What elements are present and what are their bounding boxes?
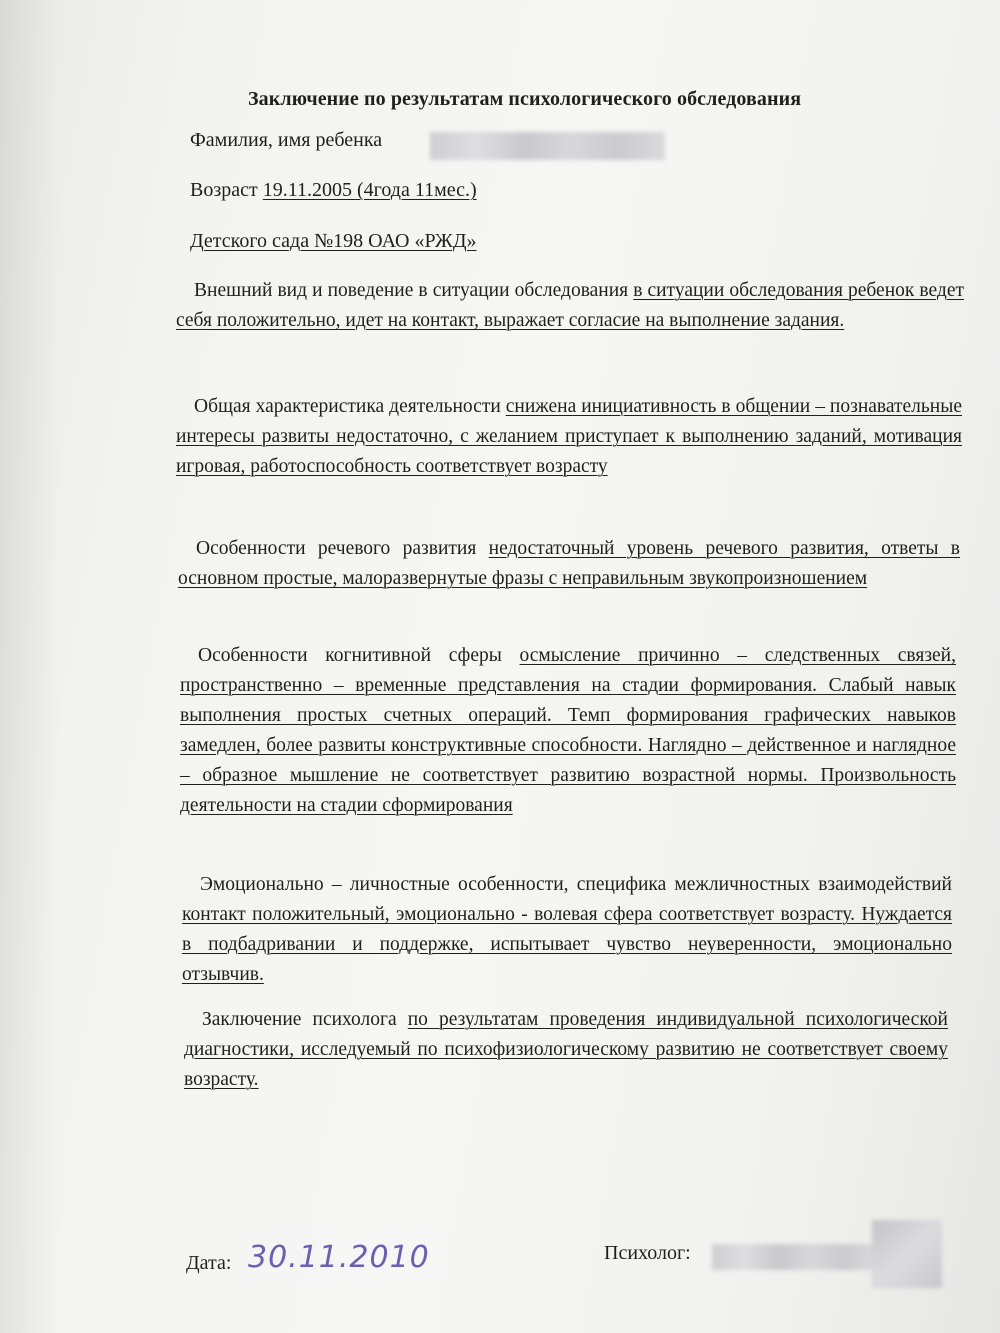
section-text: недостаточный уровень речевого развития, ответы в основном простые, малоразвернутые фразы с неправильным звукопроизношением — [178, 538, 961, 589]
redacted-psychologist-name — [712, 1244, 877, 1270]
section-label: Эмоционально – личностные особенности, специфика межличностных взаимодействий — [200, 874, 952, 895]
redacted-signature — [872, 1220, 942, 1288]
section-text: в ситуации обследования ребенок ведет себя положительно, идет на контакт, выражает согласие на выполнение задания. — [176, 280, 964, 331]
section-label: Внешний вид и поведение в ситуации обследования — [194, 280, 629, 301]
section-appearance — [176, 276, 964, 336]
section-activity — [176, 392, 962, 482]
section-text: осмысление причинно – следственных связей, пространственно – временные представления на стадии формирования. Слабый навык выполнения простых счетных операций. Темп формирования графических навыков замедлен, более развиты конструктивные способности. Наглядно – действенное и наглядное – образное мышление не соответствует развитию возрастной нормы. Произвольность деятельности на стадии сформирования — [180, 645, 956, 816]
age-value: 19.11.2005 (4года 11мес.) — [262, 179, 477, 201]
section-text: по результатам проведения индивидуальной психологической диагностики, исследуемый по психофизиологическому развитию не соответствует своему возрасту. — [184, 1009, 948, 1090]
section-speech — [178, 534, 960, 594]
section-label: Особенности когнитивной сферы — [198, 645, 502, 666]
section-label: Общая характеристика деятельности — [194, 396, 501, 417]
document-title: Заключение по результатам психологического обследования — [248, 88, 802, 110]
psychologist-label: Психолог: — [604, 1242, 691, 1264]
section-emotional — [182, 870, 952, 990]
section-cognitive — [180, 641, 956, 821]
age-label: Возраст — [190, 179, 258, 201]
section-text: контакт положительный, эмоционально - волевая сфера соответствует возрасту. Нуждается в подбадривании и поддержке, испытывает чувство неуверенности, эмоционально отзывчив. — [182, 904, 952, 985]
handwritten-date: 30.11.2010 — [248, 1240, 430, 1275]
section-label: Особенности речевого развития — [196, 538, 477, 559]
child-name-label: Фамилия, имя ребенка — [190, 129, 383, 151]
age-row — [190, 179, 477, 202]
kindergarten-line: Детского сада №198 ОАО «РЖД» — [190, 230, 477, 252]
date-label: Дата: — [186, 1252, 232, 1274]
section-text: снижена инициативность в общении – познавательные интересы развиты недостаточно, с желанием приступает к выполнению заданий, мотивация игровая, работоспособность соответствует возрасту — [176, 396, 962, 477]
section-conclusion — [184, 1005, 948, 1095]
redacted-child-name — [430, 132, 665, 160]
section-label: Заключение психолога — [202, 1009, 397, 1030]
page-shadow — [0, 0, 60, 1333]
